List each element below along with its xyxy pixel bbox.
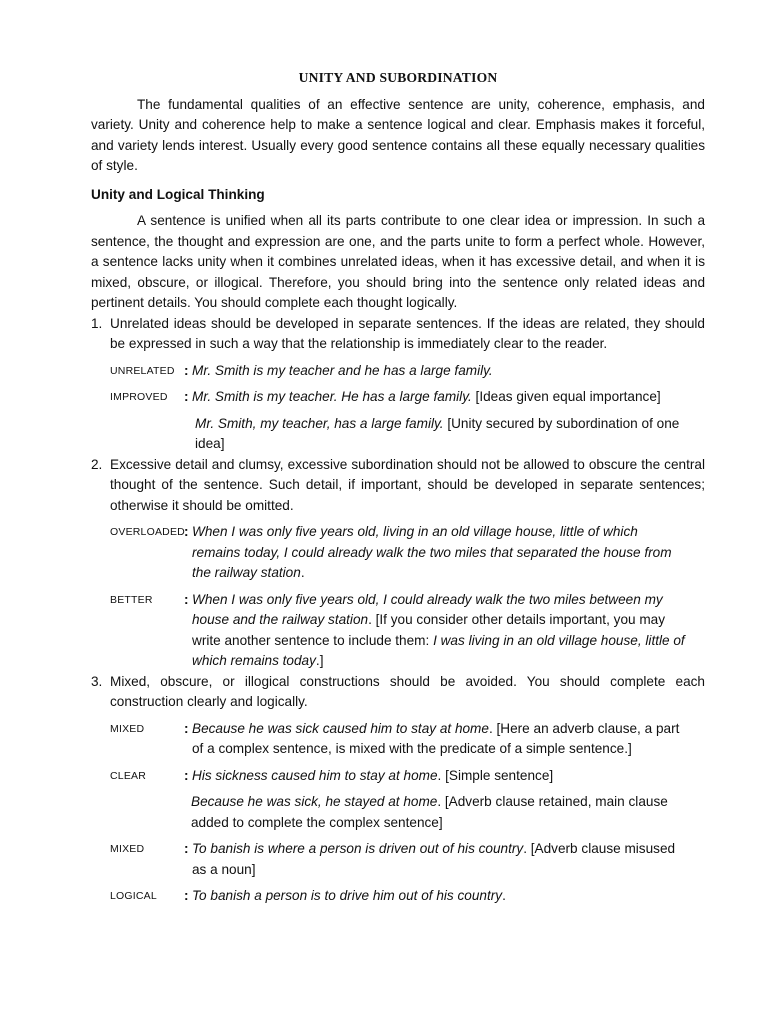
example-row <box>91 522 705 584</box>
example-sentence: When I was only five years old, I could already walk the two miles between my house and the railway station <box>192 591 663 627</box>
example-sentence: When I was only five years old, living in an old village house, little of which remains today, I could already walk the two miles that separated the house from the railway station <box>192 524 672 580</box>
example-sentence: I was living in an old village house, little of which remains today <box>192 632 685 668</box>
example-row <box>91 839 705 880</box>
example-body <box>192 387 705 408</box>
example-label: MIXED <box>110 843 145 855</box>
example-sentence: Because he was sick caused him to stay at home <box>192 720 489 736</box>
example-colon: : <box>184 524 189 539</box>
example-label: OVERLOADED <box>110 526 185 538</box>
list-text: Unrelated ideas should be developed in separate sentences. If the ideas are related, they should be expressed in such a way that the relationship is immediately clear to the reader. <box>110 315 705 351</box>
example-row <box>91 387 705 408</box>
example-body <box>192 886 705 907</box>
section-paragraph: A sentence is unified when all its parts contribute to one clear idea or impression. In such a sentence, the thought and expression are one, and the parts unite to form a perfect whole. However, a sentence lacks unity when it combines unrelated ideas, when it has excessive detail, and when it is mixed, obscure, or illogical. Therefore, you should bring into the sentence only related ideas and pertinent details. You should complete each thought logically. <box>91 213 705 310</box>
example-note: [Ideas given equal importance] <box>471 389 661 404</box>
example-continuation <box>191 414 705 455</box>
example-sentence: His sickness caused him to stay at home <box>192 767 438 783</box>
example-sentence: To banish a person is to drive him out of his country <box>192 888 503 903</box>
example-colon: : <box>184 389 189 404</box>
document-page <box>91 68 705 907</box>
document-title: UNITY AND SUBORDINATION <box>298 70 498 85</box>
example-note: . <box>502 888 506 903</box>
example-label: LOGICAL <box>110 890 157 902</box>
example-sentence: To banish is where a person is driven out of his country <box>192 841 524 856</box>
example-row <box>91 766 705 787</box>
example-colon: : <box>184 767 189 783</box>
example-body <box>192 766 705 787</box>
list-number: 3. <box>91 673 103 689</box>
example-continuation <box>191 792 705 833</box>
example-colon: : <box>184 591 189 607</box>
example-colon: : <box>184 888 189 903</box>
example-note: . [Adverb clause misused as a noun] <box>192 841 676 877</box>
example-label: IMPROVED <box>110 391 168 403</box>
example-note: .] <box>315 653 324 668</box>
list-number: 1. <box>91 315 103 331</box>
example-note: [Unity secured by subordination of one idea] <box>195 415 680 451</box>
example-row <box>91 886 705 907</box>
example-label: UNRELATED <box>110 364 175 377</box>
example-row <box>91 719 705 760</box>
example-note: . [Adverb clause retained, main clause added to complete the complex sentence] <box>191 794 668 830</box>
example-note: . [If you consider other details important, you may write another sentence to include them: <box>192 612 666 648</box>
example-body <box>192 361 705 382</box>
example-body <box>192 839 705 880</box>
example-body <box>192 522 705 584</box>
list-number: 2. <box>91 456 103 472</box>
example-body <box>192 719 705 760</box>
example-row <box>91 361 705 382</box>
list-text: Excessive detail and clumsy, excessive subordination should not be allowed to obscure the central thought of the sentence. Such detail, if important, should be developed in separate sentences; otherwise it should be omitted. <box>110 456 705 513</box>
example-sentence: Mr. Smith, my teacher, has a large family. <box>195 415 444 431</box>
intro-paragraph: The fundamental qualities of an effective sentence are unity, coherence, emphasis, and variety. Unity and coherence help to make a sentence logical and clear. Emphasis makes it forceful, and variety lends interest. Usually every good sentence contains all these equally necessary qualities of style. <box>91 96 705 173</box>
list-item <box>91 672 705 713</box>
example-sentence: Because he was sick, he stayed at home <box>191 794 438 809</box>
example-colon: : <box>184 720 189 736</box>
example-sentence: Mr. Smith is my teacher. He has a large family. <box>192 389 472 404</box>
list-text: Mixed, obscure, or illogical constructions should be avoided. You should complete each construction clearly and logically. <box>110 673 705 709</box>
example-body <box>192 590 705 672</box>
example-note: . <box>300 565 305 580</box>
example-colon: : <box>184 362 189 378</box>
example-sentence: Mr. Smith is my teacher and he has a large family. <box>192 362 493 378</box>
example-row <box>91 590 705 672</box>
list-item <box>91 314 705 355</box>
example-label: MIXED <box>110 722 145 735</box>
section-heading: Unity and Logical Thinking <box>91 186 265 202</box>
example-label: CLEAR <box>110 769 147 782</box>
list-item <box>91 455 705 517</box>
example-note: . [Simple sentence] <box>437 767 554 783</box>
example-note: . [Here an adverb clause, a part of a complex sentence, is mixed with the predicate of a simple sentence.] <box>192 720 680 756</box>
example-label: BETTER <box>110 593 153 606</box>
example-colon: : <box>184 841 189 856</box>
